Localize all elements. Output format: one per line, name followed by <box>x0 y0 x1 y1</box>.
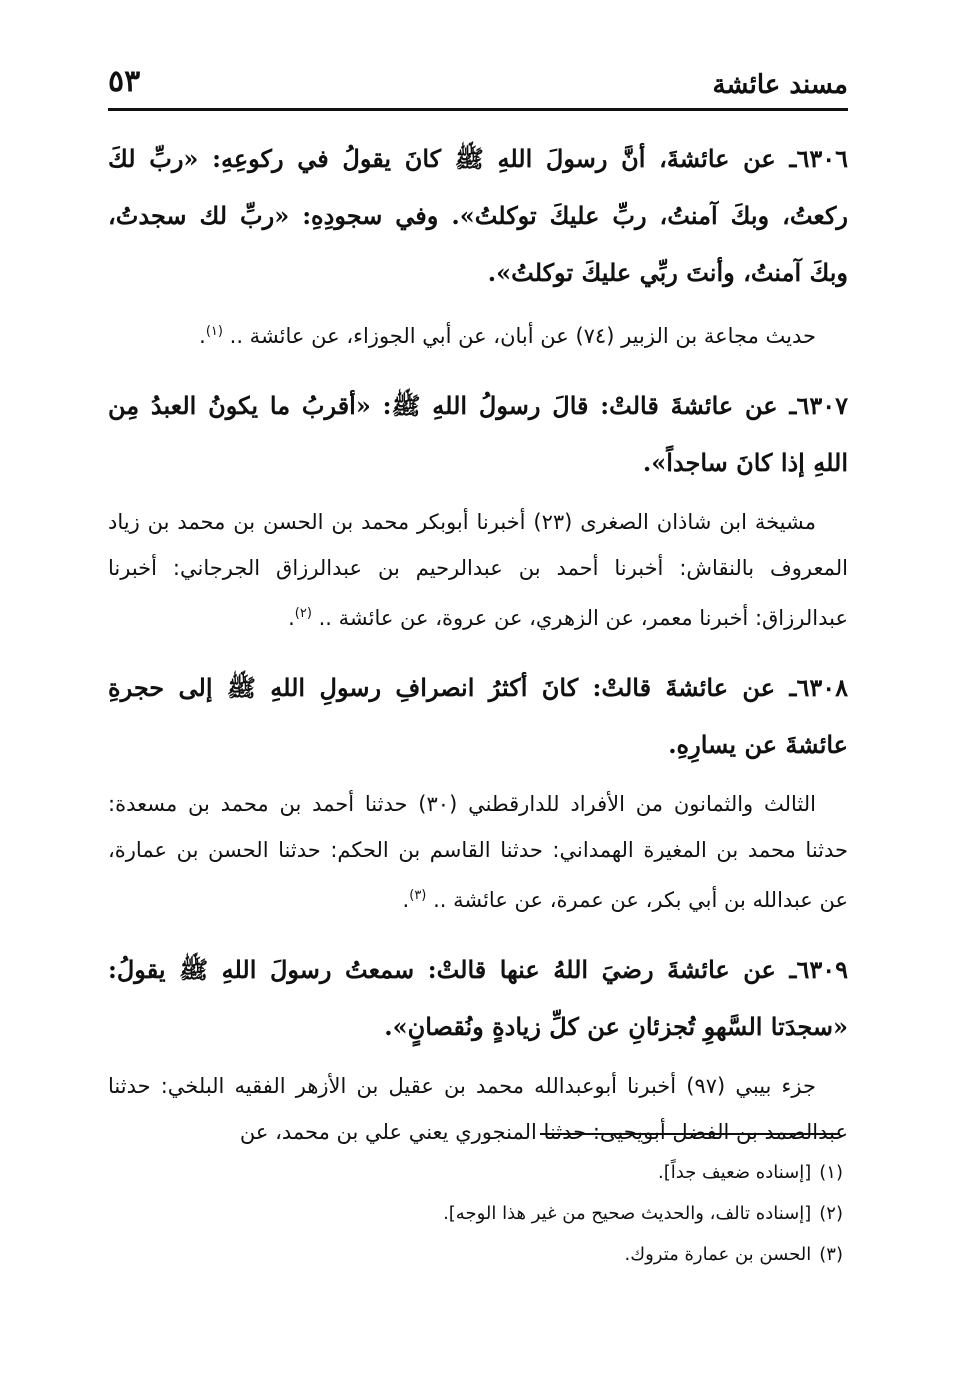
footnote-ref: (٣) <box>409 888 427 903</box>
page-number: ٥٣ <box>108 64 141 99</box>
source-text: جزء بيبي (٩٧) أخبرنا أبوعبدالله محمد بن عقيل بن الأزهر الفقيه البلخي: حدثنا عبدالصمد بن الفضل أبويحيى: حدثنا المنجوري يعني علي بن محمد، عن <box>108 1074 848 1144</box>
hadith-entry <box>108 941 848 1155</box>
hadith-entry <box>108 659 848 923</box>
hadith-entry <box>108 130 848 359</box>
footnote <box>108 1193 843 1234</box>
source-text: الثالث والثمانون من الأفراد للدارقطني (٣٠) حدثنا أحمد بن محمد بن مسعدة: حدثنا محمد بن المغيرة الهمداني: حدثنا القاسم بن الحكم: حدثنا الحسن بن عمارة، عن عبدالله بن أبي بكر، عن عمرة، عن عائشة .. <box>108 792 848 912</box>
hadith-text: ٦٣٠٦ـ عن عائشةَ، أنَّ رسولَ اللهِ ﷺ كانَ يقولُ في ركوعِهِ: «ربِّ لكَ ركعتُ، وبكَ آمنتُ، ربِّ عليكَ توكلتُ». وفي سجودِهِ: «ربِّ لك سجدتُ، وبكَ آمنتُ، وأنتَ ربِّي عليكَ توكلتُ». <box>108 144 848 287</box>
source-paragraph: مشيخة ابن شاذان الصغرى (٢٣) أخبرنا أبوبكر محمد بن الحسن بن محمد بن زياد المعروف بالنقاش: أخبرنا أحمد بن عبدالرحيم بن عبدالرزاق الجرجاني: أخبرنا عبدالرزاق: أخبرنا معمر، عن الزهري، عن عروة، عن عائشة .. $^{(٢)}$. <box>108 510 848 630</box>
footnote-number: (١) <box>819 1162 843 1183</box>
running-title: مسند عائشة <box>712 70 848 100</box>
footnote-rule <box>540 1133 840 1135</box>
main-text <box>108 130 848 1173</box>
footnote-ref: (١) <box>205 324 223 339</box>
header-rule <box>108 108 848 111</box>
hadith-text: ٦٣٠٩ـ عن عائشةَ رضيَ اللهُ عنها قالتْ: سمعتُ رسولَ اللهِ ﷺ يقولُ: «سجدَتا السَّهوِ تُجزئانِ عن كلِّ زيادةٍ ونُقصانٍ». <box>108 955 848 1041</box>
source-text: مشيخة ابن شاذان الصغرى (٢٣) أخبرنا أبوبكر محمد بن الحسن بن محمد بن زياد المعروف بالنقاش: أخبرنا أحمد بن عبدالرحيم بن عبدالرزاق الجرجاني: أخبرنا عبدالرزاق: أخبرنا معمر، عن الزهري، عن عروة، عن عائشة .. <box>108 510 848 630</box>
footnote-text: [إسناده تالف، والحديث صحيح من غير هذا الوجه]. <box>443 1203 812 1224</box>
page-header <box>108 62 848 100</box>
footnote <box>108 1234 843 1275</box>
source-paragraph <box>108 1063 848 1155</box>
hadith-text: ٦٣٠٨ـ عن عائشةَ قالتْ: كانَ أكثرُ انصرافِ رسولِ اللهِ ﷺ إلى حجرةِ عائشةَ عن يسارِهِ. <box>108 673 849 759</box>
footnote-text: الحسن بن عمارة متروك. <box>624 1244 812 1265</box>
hadith-entry <box>108 377 848 641</box>
footnote-number: (٢) <box>819 1203 843 1224</box>
footnote <box>108 1152 843 1193</box>
source-text: حديث مجاعة بن الزبير (٧٤) عن أبان، عن أبي الجوزاء، عن عائشة .. <box>229 324 816 348</box>
footnotes <box>108 1152 843 1275</box>
footnote-ref: (٢) <box>294 606 312 621</box>
source-paragraph: الثالث والثمانون من الأفراد للدارقطني (٣٠) حدثنا أحمد بن محمد بن مسعدة: حدثنا محمد بن المغيرة الهمداني: حدثنا القاسم بن الحكم: حدثنا الحسن بن عمارة، عن عبدالله بن أبي بكر، عن عمرة، عن عائشة .. $^{(٣)}$. <box>108 792 848 912</box>
hadith-text: ٦٣٠٧ـ عن عائشةَ قالتْ: قالَ رسولُ اللهِ ﷺ: «أقربُ ما يكونُ العبدُ مِن اللهِ إذا كانَ ساجداً». <box>108 391 848 477</box>
footnote-number: (٣) <box>819 1244 843 1265</box>
footnote-text: [إسناده ضعيف جداً]. <box>658 1162 812 1183</box>
source-paragraph: حديث مجاعة بن الزبير (٧٤) عن أبان، عن أبي الجوزاء، عن عائشة .. $^{(١)}$. <box>199 324 816 348</box>
